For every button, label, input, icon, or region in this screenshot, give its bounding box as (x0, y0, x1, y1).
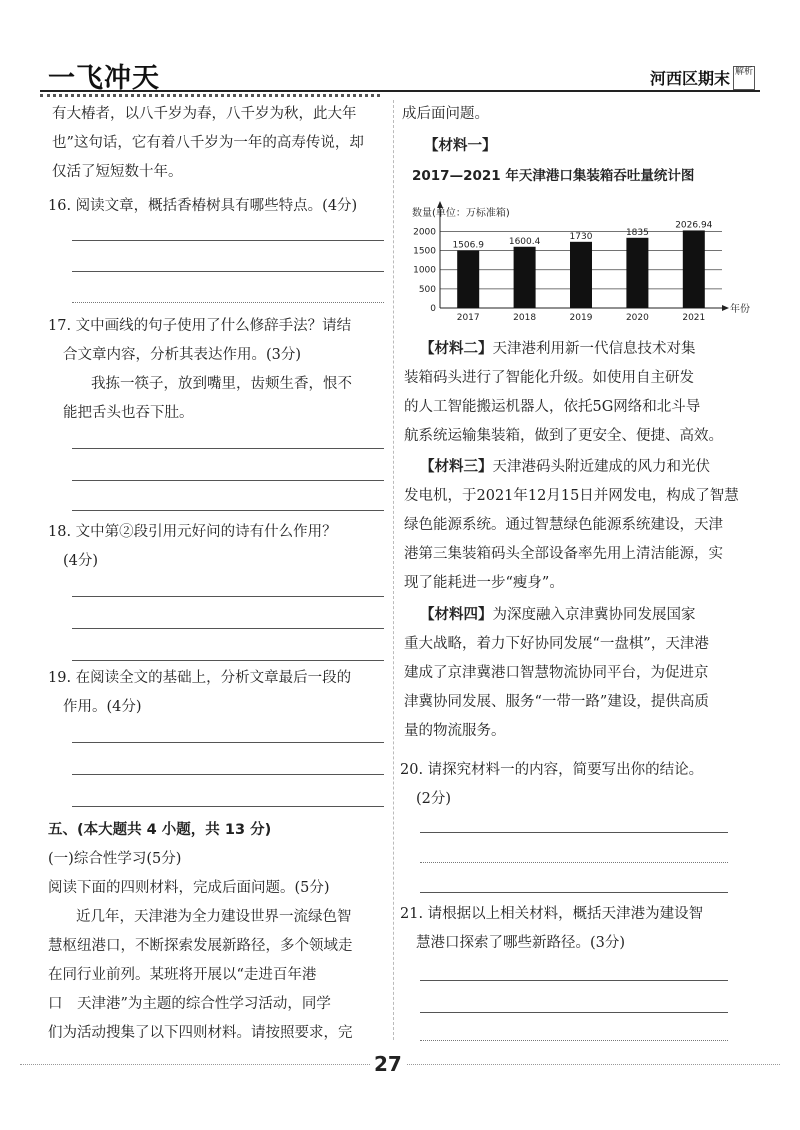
material-4-line: 重大战略，着力下好协同发展“一盘棋”，天津港 (404, 636, 709, 652)
material-2-tag: 【材料二】 (420, 341, 493, 357)
answer-line[interactable] (72, 448, 384, 449)
material-2-line: 航系统运输集装箱，做到了更安全、便捷、高效。 (404, 428, 723, 444)
answer-line[interactable] (72, 480, 384, 481)
question-19-line: 19. 在阅读全文的基础上，分析文章最后一段的 (48, 670, 352, 686)
answer-line[interactable] (420, 892, 728, 893)
question-21-line: 21. 请根据以上相关材料，概括天津港为建设智 (400, 906, 704, 922)
passage-line: 们为活动搜集了以下四则材料。请按照要求，完 (48, 1025, 353, 1041)
material-3-line: 绿色能源系统。通过智慧绿色能源系统建设，天津 (404, 517, 723, 533)
passage-line: 在同行业前列。某班将开展以“走进百年港 (48, 967, 317, 983)
subsection-title: (一)综合性学习(5分) (48, 851, 182, 867)
material-4-line: 为深度融入京津冀协同发展国家 (492, 607, 696, 623)
header-title: 河西区期末 (649, 69, 730, 88)
intro-line: 有大椿者，以八千岁为春，八千岁为秋，此大年 (52, 106, 357, 122)
question-17-line: 17. 文中画线的句子使用了什么修辞手法？请结 (48, 318, 352, 334)
passage-line: 近几年，天津港为全力建设世界一流绿色智 (76, 909, 352, 925)
instruction-text: 阅读下面的四则材料，完成后面问题。(5分) (48, 880, 330, 896)
intro-line: 仅活了短短数十年。 (52, 164, 183, 180)
question-20-line: 20. 请探究材料一的内容，简要写出你的结论。 (400, 762, 704, 778)
answer-line[interactable] (72, 742, 384, 743)
question-20 (400, 756, 760, 814)
bar (457, 250, 479, 308)
answer-line[interactable] (420, 1040, 728, 1041)
material-4 (404, 601, 749, 746)
brand-logo: 一飞冲天 (48, 63, 160, 94)
material-2-line: 的人工智能搬运机器人，依托5G网络和北斗导 (404, 399, 701, 415)
question-19-line: 作用。(4分) (63, 699, 142, 715)
material-2-line: 天津港利用新一代信息技术对集 (492, 341, 696, 357)
question-17-line: 合文章内容，分析其表达作用。(3分) (63, 347, 302, 363)
question-21 (400, 900, 760, 958)
material-3-line: 发电机，于2021年12月15日并网发电，构成了智慧 (404, 488, 739, 504)
passage-line: 口 天津港”为主题的综合性学习活动，同学 (48, 996, 331, 1012)
x-tick-label: 2018 (513, 313, 537, 323)
material-4-line: 津冀协同发展、服务“一带一路”建设，提供高质 (404, 694, 709, 710)
answer-line[interactable] (72, 774, 384, 775)
y-axis-arrow (437, 201, 443, 208)
x-axis-arrow (722, 305, 729, 311)
answer-line[interactable] (420, 862, 728, 863)
data-label: 1600.4 (508, 236, 541, 247)
intro-text (52, 100, 384, 187)
column-divider (393, 100, 394, 1040)
bar (626, 238, 648, 308)
data-label: 1506.9 (452, 240, 484, 251)
x-axis-label: 年份 (730, 304, 750, 315)
data-label: 1730 (569, 231, 593, 242)
y-tick-label: 1500 (413, 246, 436, 257)
page-number: 27 (370, 1052, 406, 1076)
answer-line[interactable] (72, 660, 384, 661)
question-17-quote: 我拣一筷子，放到嘴里，齿颊生香，恨不 (91, 376, 352, 392)
question-19 (48, 664, 388, 722)
question-17-quote: 能把舌头也吞下肚。 (63, 405, 194, 421)
material-3 (404, 453, 749, 598)
header-dotted-rule (40, 94, 380, 97)
header-badge: 解析 (733, 66, 755, 90)
material-4-tag: 【材料四】 (420, 607, 493, 623)
x-tick-label: 2021 (682, 313, 706, 323)
answer-line[interactable] (420, 980, 728, 981)
material-4-line: 量的物流服务。 (404, 723, 506, 739)
y-tick-label: 500 (418, 284, 436, 295)
x-tick-label: 2019 (569, 313, 593, 323)
y-tick-label: 1000 (413, 265, 436, 276)
answer-line[interactable] (72, 596, 384, 597)
answer-line[interactable] (420, 832, 728, 833)
answer-line[interactable] (72, 628, 384, 629)
answer-line[interactable] (72, 806, 384, 807)
bar (570, 242, 592, 308)
answer-line[interactable] (420, 1012, 728, 1013)
data-label: 2026.94 (675, 220, 713, 231)
question-17 (48, 312, 388, 428)
question-18-line: 18. 文中第②段引用元好问的诗有什么作用？ (48, 524, 337, 540)
bar (514, 247, 536, 308)
passage-text (48, 903, 388, 1048)
answer-line[interactable] (72, 271, 384, 272)
answer-line[interactable] (72, 302, 384, 303)
question-16: 16. 阅读文章，概括香椿树具有哪些特点。(4分) (48, 198, 358, 214)
answer-line[interactable] (72, 240, 384, 241)
header-rule (40, 90, 760, 92)
passage-line: 慧枢纽港口，不断探索发展新路径，多个领域走 (48, 938, 353, 954)
section-title: 五、(本大题共 4 小题，共 13 分) (48, 822, 272, 838)
material-3-line: 天津港码头附近建成的风力和光伏 (492, 459, 710, 475)
material-1-tag: 【材料一】 (424, 138, 497, 154)
y-axis-label: 数量(单位：万标准箱) (412, 208, 510, 219)
intro-line: 也”这句话，它有着八千岁为一年的高寿传说，却 (52, 135, 364, 151)
bar (683, 230, 705, 308)
continued-text: 成后面问题。 (402, 106, 489, 122)
y-tick-label: 2000 (413, 227, 436, 238)
answer-line[interactable] (72, 510, 384, 511)
y-tick-label: 0 (430, 304, 436, 314)
material-4-line: 建成了京津冀港口智慧物流协同平台，为促进京 (404, 665, 709, 681)
data-label: 1835 (625, 227, 649, 238)
material-2 (404, 335, 749, 451)
question-20-line: (2分) (416, 791, 452, 807)
x-tick-label: 2020 (625, 313, 649, 323)
bar-chart (402, 196, 762, 326)
x-tick-label: 2017 (456, 313, 480, 323)
chart-title: 2017—2021 年天津港口集装箱吞吐量统计图 (412, 168, 695, 184)
material-3-tag: 【材料三】 (420, 459, 493, 475)
question-21-line: 慧港口探索了哪些新路径。(3分) (416, 935, 626, 951)
question-18-line: (4分) (63, 553, 99, 569)
material-2-line: 装箱码头进行了智能化升级。如使用自主研发 (404, 370, 694, 386)
question-18 (48, 518, 393, 576)
material-3-line: 港第三集装箱码头全部设备率先用上清洁能源，实 (404, 546, 723, 562)
material-3-line: 现了能耗进一步“瘦身”。 (404, 575, 564, 591)
